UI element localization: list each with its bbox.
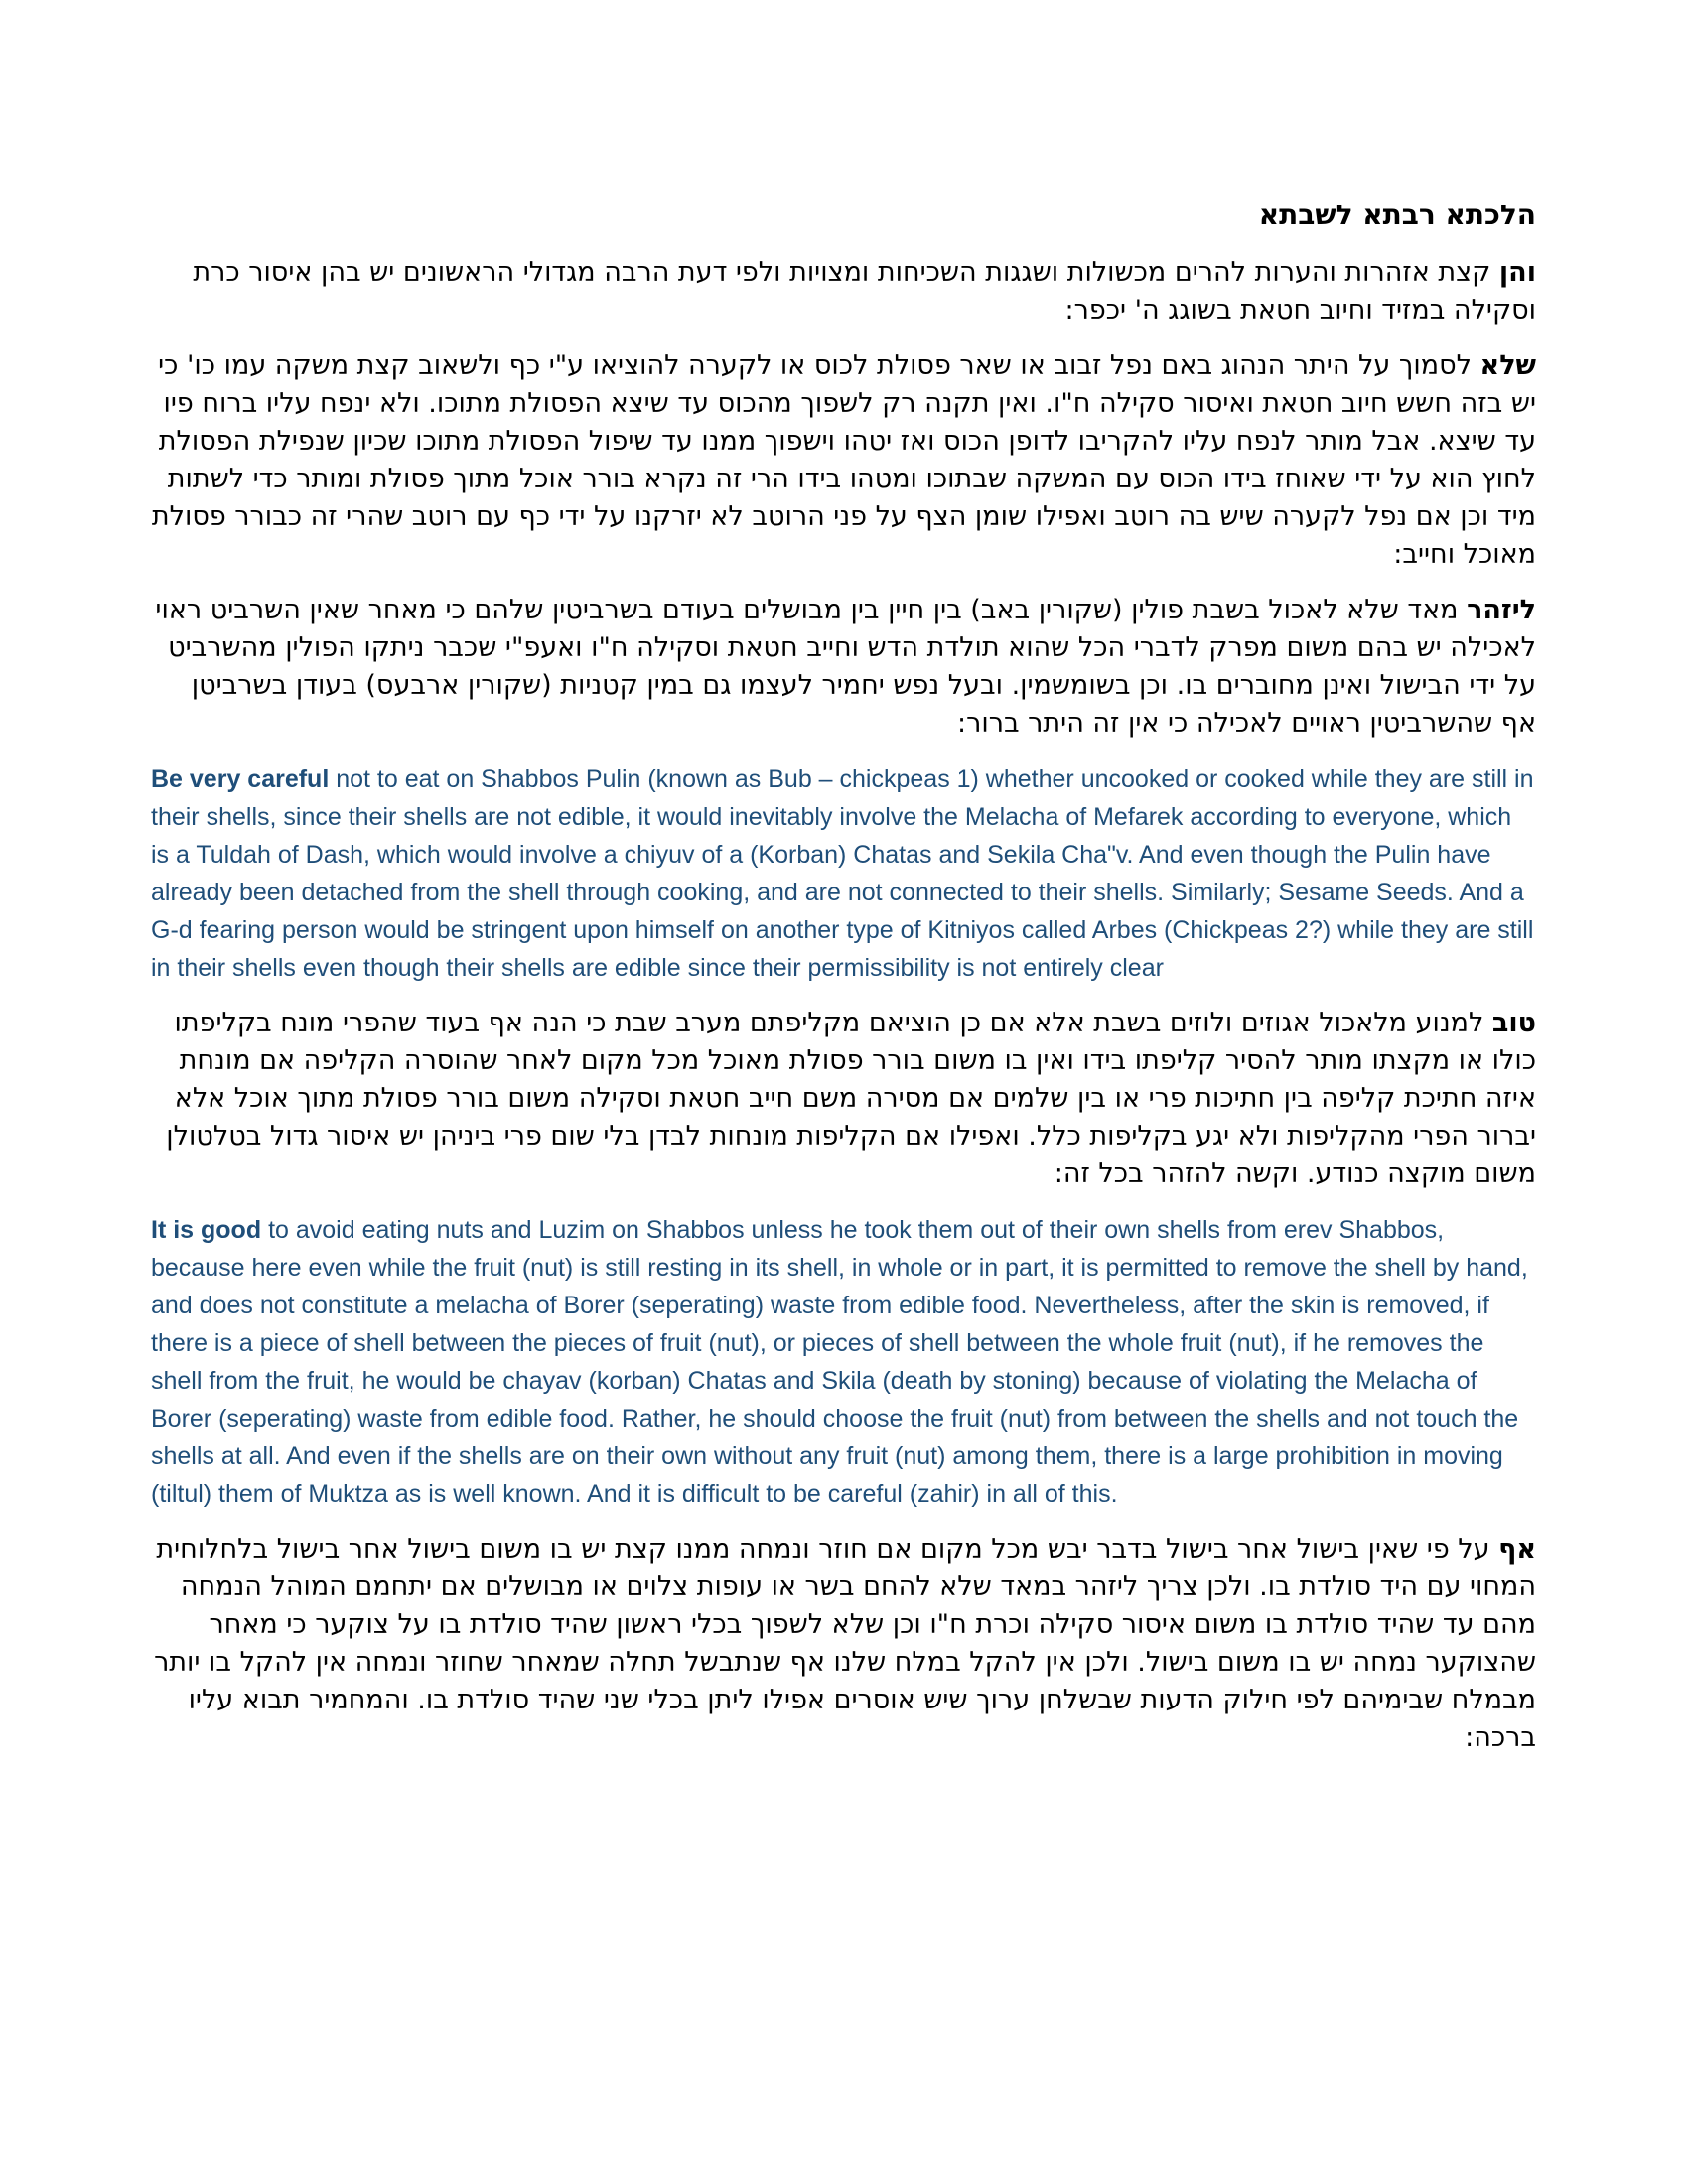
paragraph-lead-phrase: Be very careful — [151, 765, 330, 793]
hebrew-paragraph-tov — [151, 1005, 1536, 1193]
paragraph-lead-word: ליזהר — [1467, 595, 1536, 625]
hebrew-paragraph-lizaher — [151, 592, 1536, 743]
paragraph-body-text: לסמוך על היתר הנהוג באם נפל זבוב או שאר פסולת לכוס או לקערה להוציאו ע"י כף ולשאוב קצת משקה עמו כו' כי יש בזה חשש חיוב חטאת ואיסור סקילה ח"ו. ואין תקנה רק לשפוך מהכוס עד שיצא הפסולת מתוכו. ולא ינפח עליו ברוח פיו עד שיצא. אבל מותר לנפח עליו להקריבו לדופן הכוס ואז יטהו וישפוך ממנו עד שיפול הפסולת מתוכו שכיון שנפילת הפסולת לחוץ הוא על ידי שאוחז בידו הכוס עם המשקה שבתוכו ומטהו בידו הרי זה נקרא בורר אוכל מתוך פסולת ומותר כדי לשתות מיד וכן אם נפל לקערה שיש בה רוטב ואפילו שומן הצף על פני הרוטב לא יזרקנו על ידי כף עם רוטב שהרי זה כבורר פסולת מאוכל וחייב: — [151, 350, 1536, 570]
hebrew-paragraph-af — [151, 1531, 1536, 1757]
paragraph-lead-phrase: It is good — [151, 1216, 262, 1244]
english-paragraph-be-very-careful — [151, 760, 1536, 987]
paragraph-body-text: מאד שלא לאכול בשבת פולין (שקורין באב) בין חיין בין מבושלים בעודם בשרביטין שלהם כי מאחר שאין השרביט ראוי לאכילה יש בהם משום מפרק לדברי הכל שהוא תולדת הדש וחייב חטאת וסקילה ח"ו ואעפ"י שכבר ניתקו הפולין מהשרביט על ידי הבישול ואינן מחוברים בו. וכן בשומשמין. ובעל נפש יחמיר לעצמו גם במין קטניות (שקורין ארבעס) בעודן בשרביטן אף שהשרביטין ראויים לאכילה כי אין זה היתר ברור: — [155, 595, 1536, 739]
paragraph-body-text: not to eat on Shabbos Pulin (known as Bub – chickpeas 1) whether uncooked or cooked while they are still in their shells, since their shells are not edible, it would inevitably involve the Melacha of Mefarek according to everyone, which is a Tuldah of Dash, which would involve a chiyuv of a (Korban) Chatas and Sekila Cha"v. And even though the Pulin have already been detached from the shell through cooking, and are not connected to their shells. Similarly; Sesame Seeds. And a G-d fearing person would be stringent upon himself on another type of Kitniyos called Arbes (Chickpeas 2?) while they are still in their shells even though their shells are edible since their permissibility is not entirely clear — [151, 765, 1534, 982]
hebrew-paragraph-vehen — [151, 254, 1536, 330]
paragraph-body-text: על פי שאין בישול אחר בישול בדבר יבש מכל מקום אם חוזר ונמחה ממנו קצת יש בו משום בישול אחר בישול בלחלוחית המחוי עם היד סולדת בו. ולכן צריך ליזהר במאד שלא להחם בשר או עופות צלוים או מבושלים אם יתחמם המוהל הנמחה מהם עד שהיד סולדת בו משום איסור סקילה וכרת ח"ו וכן שלא לשפוך בכלי ראשון שהיד סולדת בו על צוקער כי מאחר שהצוקער נמחה יש בו משום בישול. ולכן אין להקל במלח שלנו אף שנתבשל תחלה שמאחר שחוזר ונמחה אין להקל בו יותר מבמלח שבימיהם לפי חילוק הדעות שבשלחן ערוך שיש אוסרים אפילו ליתן בכלי שני שהיד סולדת בו. והמחמיר תבוא עליו ברכה: — [154, 1534, 1536, 1753]
document-content — [151, 199, 1536, 1775]
paragraph-lead-word: והן — [1498, 257, 1536, 288]
paragraph-lead-word: שלא — [1479, 350, 1536, 381]
paragraph-lead-word: טוב — [1491, 1008, 1536, 1038]
hebrew-paragraph-shelo — [151, 347, 1536, 574]
paragraph-lead-word: אף — [1498, 1534, 1536, 1565]
english-paragraph-it-is-good — [151, 1211, 1536, 1513]
page-title: הלכתא רבתא לשבתא — [1258, 199, 1536, 231]
paragraph-body-text: קצת אזהרות והערות להרים מכשולות ושגגות השכיחות ומצויות ולפי דעת הרבה מגדולי הראשונים יש בהן איסור כרת וסקילה במזיד וחיוב חטאת בשוגג ה' יכפר: — [193, 257, 1536, 326]
paragraph-body-text: למנוע מלאכול אגוזים ולוזים בשבת אלא אם כן הוציאם מקליפתם מערב שבת כי הנה אף בעוד שהפרי מונח בקליפתו כולו או מקצתו מותר להסיר קליפתו בידו ואין בו משום בורר פסולת מאוכל מכל מקום לאחר שהוסרה הקליפה אם מונחת איזה חתיכת קליפה בין חתיכות פרי או בין שלמים אם מסירה משם חייב חטאת וסקילה משום בורר פסולת מתוך אוכל אלא יברור הפרי מהקליפות ולא יגע בקליפות כלל. ואפילו אם הקליפות מונחות לבדן בלי שום פרי ביניהן יש איסור גדול בטלטולן משום מוקצה כנודע. וקשה להזהר בכל זה: — [166, 1008, 1536, 1189]
paragraph-body-text: to avoid eating nuts and Luzim on Shabbos unless he took them out of their own shells from erev Shabbos, because here even while the fruit (nut) is still resting in its shell, in whole or in part, it is permitted to remove the shell by hand, and does not constitute a melacha of Borer (seperating) waste from edible food. Nevertheless, after the skin is removed, if there is a piece of shell between the pieces of fruit (nut), or pieces of shell between the whole fruit (nut), if he removes the shell from the fruit, he would be chayav (korban) Chatas and Skila (death by stoning) because of violating the Melacha of Borer (seperating) waste from edible food. Rather, he should choose the fruit (nut) from between the shells and not touch the shells at all. And even if the shells are on their own without any fruit (nut) among them, there is a large prohibition in moving (tiltul) them of Muktza as is well known. And it is difficult to be careful (zahir) in all of this. — [151, 1216, 1528, 1508]
